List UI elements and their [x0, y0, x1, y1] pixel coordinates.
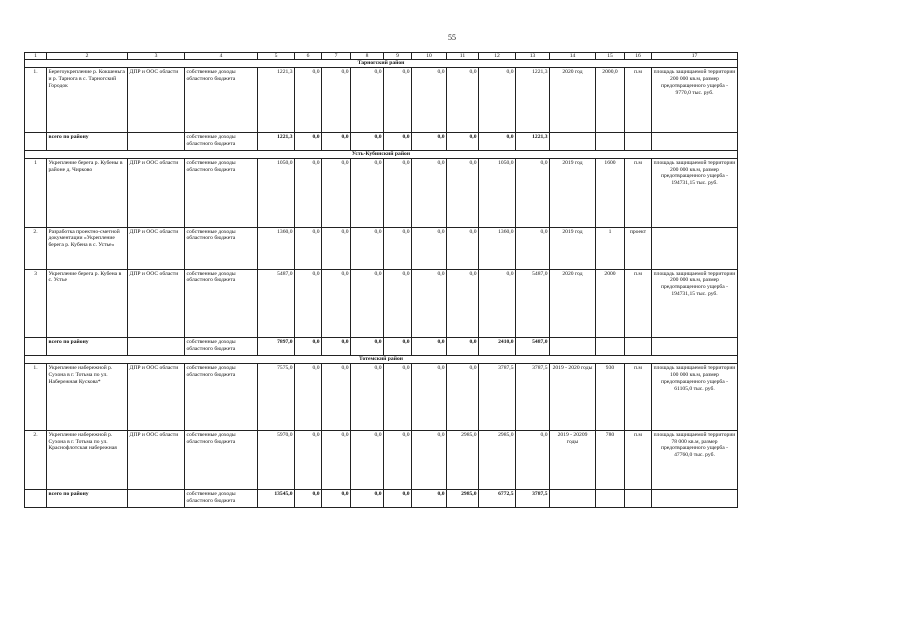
total-value: 0,0	[479, 133, 516, 150]
quantity: 2000,0	[596, 68, 625, 133]
col-header: 6	[295, 53, 322, 60]
effect-description: площадь защищаемой территории 78 000 кв.м, размер предотвращенного ущерба - 47760,0 тыс. руб.	[652, 430, 738, 490]
cell-value: 0,0	[384, 227, 412, 269]
object-name: Укрепление берега р. Кубена в с. Устье	[47, 269, 128, 338]
cell-value: 0,0	[351, 430, 384, 490]
total-value: 0,0	[322, 133, 351, 150]
page-number: 55	[448, 33, 456, 42]
funding-source: собственные доходы областного бюджета	[185, 364, 258, 431]
cell-value: 1050,0	[479, 158, 516, 227]
col-header: 7	[322, 53, 351, 60]
cell-value: 1050,0	[258, 158, 295, 227]
cell-value: 0,0	[295, 158, 322, 227]
col-header: 16	[625, 53, 652, 60]
object-name: Разработка проектно-сметной документации «Укрепление берега р. Кубена в с. Устье»	[47, 227, 128, 269]
cell-value: 0,0	[322, 269, 351, 338]
cell-value: 0,0	[516, 158, 550, 227]
cell-value: 1360,0	[479, 227, 516, 269]
quantity: 930	[596, 364, 625, 431]
funding-source: собственные доходы областного бюджета	[185, 490, 258, 508]
cell-value: 0,0	[351, 158, 384, 227]
quantity: 2000	[596, 269, 625, 338]
cell-value: 0,0	[412, 227, 447, 269]
district-name: Тарногский район	[25, 60, 738, 68]
cell-value: 3787,5	[516, 364, 550, 431]
row-number: 3	[25, 269, 47, 338]
cell-value: 0,0	[295, 364, 322, 431]
col-header: 14	[550, 53, 596, 60]
district-row	[25, 355, 738, 363]
col-header: 3	[128, 53, 185, 60]
empty-cell	[550, 133, 596, 150]
responsible-org: ДПР и ООС области	[128, 68, 185, 133]
table-row	[25, 269, 738, 338]
cell-value: 0,0	[447, 68, 479, 133]
cell-value: 0,0	[447, 364, 479, 431]
object-name: Укрепление набережной р. Сухона в г. Тотьма по ул. Набережная Кускова*	[47, 364, 128, 431]
cell-value: 5487,0	[516, 269, 550, 338]
empty-cell	[596, 133, 625, 150]
table-row	[25, 227, 738, 269]
total-value: 0,0	[351, 490, 384, 508]
cell-value: 0,0	[322, 158, 351, 227]
period: 2019 - 2020 годы	[550, 364, 596, 431]
unit: проект	[625, 227, 652, 269]
total-value: 0,0	[384, 338, 412, 355]
funding-source: собственные доходы областного бюджета	[185, 338, 258, 355]
cell-value: 7575,0	[258, 364, 295, 431]
total-value: 0,0	[412, 338, 447, 355]
cell-value: 0,0	[384, 364, 412, 431]
cell-value: 0,0	[351, 68, 384, 133]
row-number: 1.	[25, 364, 47, 431]
total-value: 7897,0	[258, 338, 295, 355]
total-value: 0,0	[322, 490, 351, 508]
total-label: всего по району	[47, 338, 128, 355]
col-header: 5	[258, 53, 295, 60]
total-value: 0,0	[412, 133, 447, 150]
col-header: 8	[351, 53, 384, 60]
total-value: 1221,3	[516, 133, 550, 150]
col-header: 13	[516, 53, 550, 60]
total-value: 13545,0	[258, 490, 295, 508]
total-label: всего по району	[47, 133, 128, 150]
cell-value: 0,0	[447, 269, 479, 338]
total-value: 0,0	[295, 133, 322, 150]
total-value: 0,0	[447, 133, 479, 150]
empty-cell	[25, 490, 47, 508]
total-value: 0,0	[384, 133, 412, 150]
total-value: 5487,0	[516, 338, 550, 355]
col-header: 17	[652, 53, 738, 60]
empty-cell	[625, 338, 652, 355]
funding-source: собственные доходы областного бюджета	[185, 269, 258, 338]
cell-value: 0,0	[322, 68, 351, 133]
total-value: 0,0	[322, 338, 351, 355]
column-number-row	[25, 53, 738, 60]
cell-value: 1221,3	[516, 68, 550, 133]
funding-source: собственные доходы областного бюджета	[185, 158, 258, 227]
responsible-org: ДПР и ООС области	[128, 364, 185, 431]
empty-cell	[550, 490, 596, 508]
cell-value: 0,0	[384, 68, 412, 133]
cell-value: 0,0	[295, 68, 322, 133]
cell-value: 0,0	[351, 227, 384, 269]
responsible-org: ДПР и ООС области	[128, 158, 185, 227]
col-header: 1	[25, 53, 47, 60]
col-header: 12	[479, 53, 516, 60]
table-row	[25, 364, 738, 431]
total-value: 0,0	[351, 133, 384, 150]
district-total-row	[25, 338, 738, 355]
total-value: 0,0	[447, 338, 479, 355]
district-total-row	[25, 133, 738, 150]
funding-source: собственные доходы областного бюджета	[185, 68, 258, 133]
district-total-row	[25, 490, 738, 508]
col-header: 2	[47, 53, 128, 60]
empty-cell	[652, 490, 738, 508]
cell-value: 0,0	[412, 364, 447, 431]
effect-description	[652, 227, 738, 269]
district-row	[25, 60, 738, 68]
effect-description: площадь защищаемой территории 200 000 кв.м, размер предотвращенного ущерба - 194731,15 тыс. руб.	[652, 158, 738, 227]
total-value: 1221,3	[258, 133, 295, 150]
cell-value: 0,0	[384, 430, 412, 490]
responsible-org: ДПР и ООС области	[128, 430, 185, 490]
row-number: 1	[25, 158, 47, 227]
empty-cell	[652, 338, 738, 355]
district-name: Усть-Кубинский район	[25, 150, 738, 158]
row-number: 1.	[25, 68, 47, 133]
total-value: 3787,5	[516, 490, 550, 508]
total-value: 2985,0	[447, 490, 479, 508]
unit: п.м	[625, 68, 652, 133]
object-name: Берегоукрепление р. Кокшеньга и р. Тарнога в с. Тарногский Городок	[47, 68, 128, 133]
period: 2020 год	[550, 68, 596, 133]
quantity: 1600	[596, 158, 625, 227]
empty-cell	[596, 490, 625, 508]
cell-value: 0,0	[322, 364, 351, 431]
cell-value: 0,0	[322, 430, 351, 490]
total-value: 6772,5	[479, 490, 516, 508]
unit: п.м	[625, 364, 652, 431]
cell-value: 2985,0	[447, 430, 479, 490]
table-row	[25, 68, 738, 133]
effect-description: площадь защищаемой территории 200 000 кв.м, размер предотвращенного ущерба - 9770,0 тыс. руб.	[652, 68, 738, 133]
quantity: 780	[596, 430, 625, 490]
budget-table	[24, 52, 738, 508]
col-header: 9	[384, 53, 412, 60]
period: 2019 год	[550, 227, 596, 269]
total-value: 0,0	[295, 338, 322, 355]
table-row	[25, 158, 738, 227]
cell-value: 3787,5	[479, 364, 516, 431]
cell-value: 0,0	[295, 227, 322, 269]
row-number: 2.	[25, 430, 47, 490]
object-name: Укрепление набережной р. Сухона в г. Тотьма по ул. Краснофлотская набережная	[47, 430, 128, 490]
total-value: 2410,0	[479, 338, 516, 355]
total-label: всего по району	[47, 490, 128, 508]
total-value: 0,0	[351, 338, 384, 355]
col-header: 15	[596, 53, 625, 60]
empty-cell	[128, 490, 185, 508]
col-header: 4	[185, 53, 258, 60]
col-header: 10	[412, 53, 447, 60]
funding-source: собственные доходы областного бюджета	[185, 227, 258, 269]
cell-value: 0,0	[351, 269, 384, 338]
empty-cell	[25, 133, 47, 150]
funding-source: собственные доходы областного бюджета	[185, 133, 258, 150]
cell-value: 1360,0	[258, 227, 295, 269]
empty-cell	[625, 133, 652, 150]
cell-value: 0,0	[412, 158, 447, 227]
cell-value: 0,0	[295, 269, 322, 338]
empty-cell	[25, 338, 47, 355]
district-name: Тотемский район	[25, 355, 738, 363]
unit: п.м	[625, 430, 652, 490]
quantity: 1	[596, 227, 625, 269]
cell-value: 0,0	[479, 269, 516, 338]
row-number: 2.	[25, 227, 47, 269]
unit: п.м	[625, 158, 652, 227]
empty-cell	[128, 338, 185, 355]
responsible-org: ДПР и ООС области	[128, 269, 185, 338]
cell-value: 0,0	[412, 269, 447, 338]
cell-value: 0,0	[516, 430, 550, 490]
cell-value: 0,0	[322, 227, 351, 269]
cell-value: 0,0	[384, 158, 412, 227]
cell-value: 5487,0	[258, 269, 295, 338]
effect-description: площадь защищаемой территории 100 000 кв.м, размер предотвращенного ущерба - 61105,0 тыс. руб.	[652, 364, 738, 431]
empty-cell	[625, 490, 652, 508]
total-value: 0,0	[412, 490, 447, 508]
funding-source: собственные доходы областного бюджета	[185, 430, 258, 490]
district-row	[25, 150, 738, 158]
period: 2020 год	[550, 269, 596, 338]
cell-value: 0,0	[479, 68, 516, 133]
unit: п.м	[625, 269, 652, 338]
cell-value: 0,0	[516, 227, 550, 269]
period: 2019 - 20209 годы	[550, 430, 596, 490]
responsible-org: ДПР и ООС области	[128, 227, 185, 269]
cell-value: 0,0	[351, 364, 384, 431]
cell-value: 0,0	[384, 269, 412, 338]
empty-cell	[652, 133, 738, 150]
cell-value: 5970,0	[258, 430, 295, 490]
table-row	[25, 430, 738, 490]
empty-cell	[596, 338, 625, 355]
effect-description: площадь защищаемой территории 200 000 кв.м, размер предотвращенного ущерба - 194731,15 тыс. руб.	[652, 269, 738, 338]
total-value: 0,0	[384, 490, 412, 508]
period: 2019 год	[550, 158, 596, 227]
empty-cell	[128, 133, 185, 150]
cell-value: 0,0	[412, 430, 447, 490]
object-name: Укрепление берега р. Кубены в районе д. Чирково	[47, 158, 128, 227]
cell-value: 0,0	[295, 430, 322, 490]
cell-value: 0,0	[412, 68, 447, 133]
cell-value: 1221,3	[258, 68, 295, 133]
cell-value: 2985,0	[479, 430, 516, 490]
cell-value: 0,0	[447, 227, 479, 269]
total-value: 0,0	[295, 490, 322, 508]
col-header: 11	[447, 53, 479, 60]
empty-cell	[550, 338, 596, 355]
cell-value: 0,0	[447, 158, 479, 227]
